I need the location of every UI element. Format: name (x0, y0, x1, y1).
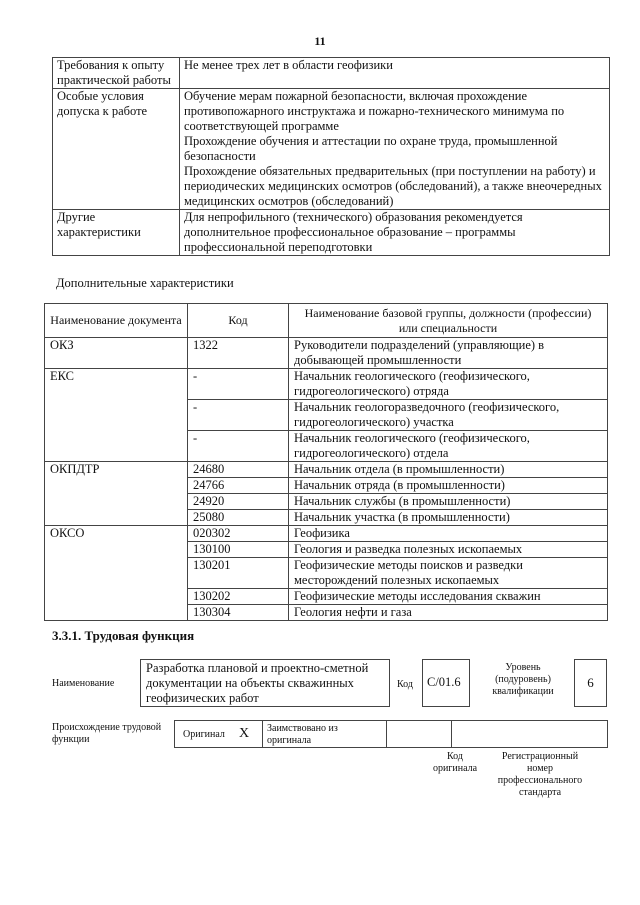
occupation-cell: Начальник службы (в промышленности) (289, 494, 608, 510)
occupation-cell: Начальник отряда (в промышленности) (289, 478, 608, 494)
code-cell: 24680 (188, 462, 289, 478)
level-box (574, 659, 607, 707)
code-cell: - (188, 369, 289, 400)
function-name: Разработка плановой и проектно-сметной документации на объекты скважинных геофизических работ (146, 661, 369, 705)
requirement-value-line: Прохождение обучения и аттестации по охране труда, промышленной безопасности (184, 134, 558, 163)
additional-characteristics-table (44, 303, 608, 621)
table-row (45, 369, 608, 400)
header-cell: Наименование базовой группы, должности (профессии) или специальности (289, 304, 608, 338)
occupation-cell: Руководители подразделений (управляющие) в добывающей промышленности (289, 338, 608, 369)
code-label: Код (397, 679, 413, 690)
origin-row (174, 720, 608, 748)
document-name: ОКПДТР (45, 462, 188, 526)
occupation-cell: Геофизические методы исследования скважин (289, 589, 608, 605)
table-row (45, 338, 608, 369)
requirement-value-line: Не менее трех лет в области геофизики (184, 58, 393, 72)
occupation-cell: Геология и разведка полезных ископаемых (289, 542, 608, 558)
code-value: C/01.6 (427, 675, 461, 689)
requirements-row (53, 89, 610, 210)
code-cell: 130201 (188, 558, 289, 589)
document-name: ЕКС (45, 369, 188, 462)
occupation-cell: Начальник геологоразведочного (геофизического, гидрогеологического) участка (289, 400, 608, 431)
code-cell: 130100 (188, 542, 289, 558)
original-code-label: Код оригинала (432, 751, 478, 774)
header-cell: Код (188, 304, 289, 338)
requirement-value-line: Прохождение обязательных предварительных (при поступлении на работу) и периодических медицинских осмотров (обследований), а также внеочередных медицинских осмотров (обследований) (184, 164, 602, 208)
code-cell: 130304 (188, 605, 289, 621)
table-row (45, 462, 608, 478)
page-number: 11 (314, 34, 326, 48)
document-name: ОКСО (45, 526, 188, 621)
code-cell: - (188, 431, 289, 462)
function-name-box (140, 659, 390, 707)
header-cell: Наименование документа (45, 304, 188, 338)
table-row (45, 526, 608, 542)
occupation-cell: Геофизические методы поисков и разведки месторождений полезных ископаемых (289, 558, 608, 589)
requirements-row (53, 58, 610, 89)
code-cell: 130202 (188, 589, 289, 605)
code-cell: - (188, 400, 289, 431)
occupation-cell: Геология нефти и газа (289, 605, 608, 621)
section-title: 3.3.1. Трудовая функция (52, 628, 195, 643)
code-cell: 24766 (188, 478, 289, 494)
requirement-value-line: Обучение мерам пожарной безопасности, включая прохождение противопожарного инструктажа и пожарно-технического минимума по соответствующей программе (184, 89, 565, 133)
name-label: Наименование (52, 678, 115, 689)
borrowed-label: Заимствовано из оригинала (267, 723, 338, 746)
cell-divider (451, 721, 452, 747)
occupation-cell: Геофизика (289, 526, 608, 542)
original-mark: X (239, 726, 250, 741)
requirement-label: Требования к опыту практической работы (53, 58, 180, 89)
code-cell: 1322 (188, 338, 289, 369)
reg-number-label: Регистрационный номер профессионального стандарта (497, 751, 583, 798)
code-cell: 020302 (188, 526, 289, 542)
occupation-cell: Начальник участка (в промышленности) (289, 510, 608, 526)
additional-title: Дополнительные характеристики (56, 276, 234, 290)
document-name: ОКЗ (45, 338, 188, 369)
requirements-table (52, 57, 610, 256)
code-cell: 25080 (188, 510, 289, 526)
requirement-value (180, 89, 610, 210)
table-header (45, 304, 608, 338)
origin-label: Происхождение трудовой функции (52, 722, 162, 745)
requirements-row (53, 210, 610, 256)
requirement-value-line: Для непрофильного (технического) образования рекомендуется дополнительное профессиональное образование – программы профессиональной переподготовки (184, 210, 523, 254)
level-label: Уровень (подуровень) квалификации (492, 662, 554, 697)
code-cell: 24920 (188, 494, 289, 510)
requirement-value (180, 58, 610, 89)
occupation-cell: Начальник отдела (в промышленности) (289, 462, 608, 478)
level-value: 6 (587, 675, 594, 690)
requirement-value (180, 210, 610, 256)
requirement-label: Особые условия допуска к работе (53, 89, 180, 210)
requirement-label: Другие характеристики (53, 210, 180, 256)
cell-divider (262, 721, 263, 747)
occupation-cell: Начальник геологического (геофизического, гидрогеологического) отряда (289, 369, 608, 400)
occupation-cell: Начальник геологического (геофизического, гидрогеологического) отдела (289, 431, 608, 462)
cell-divider (386, 721, 387, 747)
code-box (422, 659, 470, 707)
original-label: Оригинал (183, 729, 225, 740)
